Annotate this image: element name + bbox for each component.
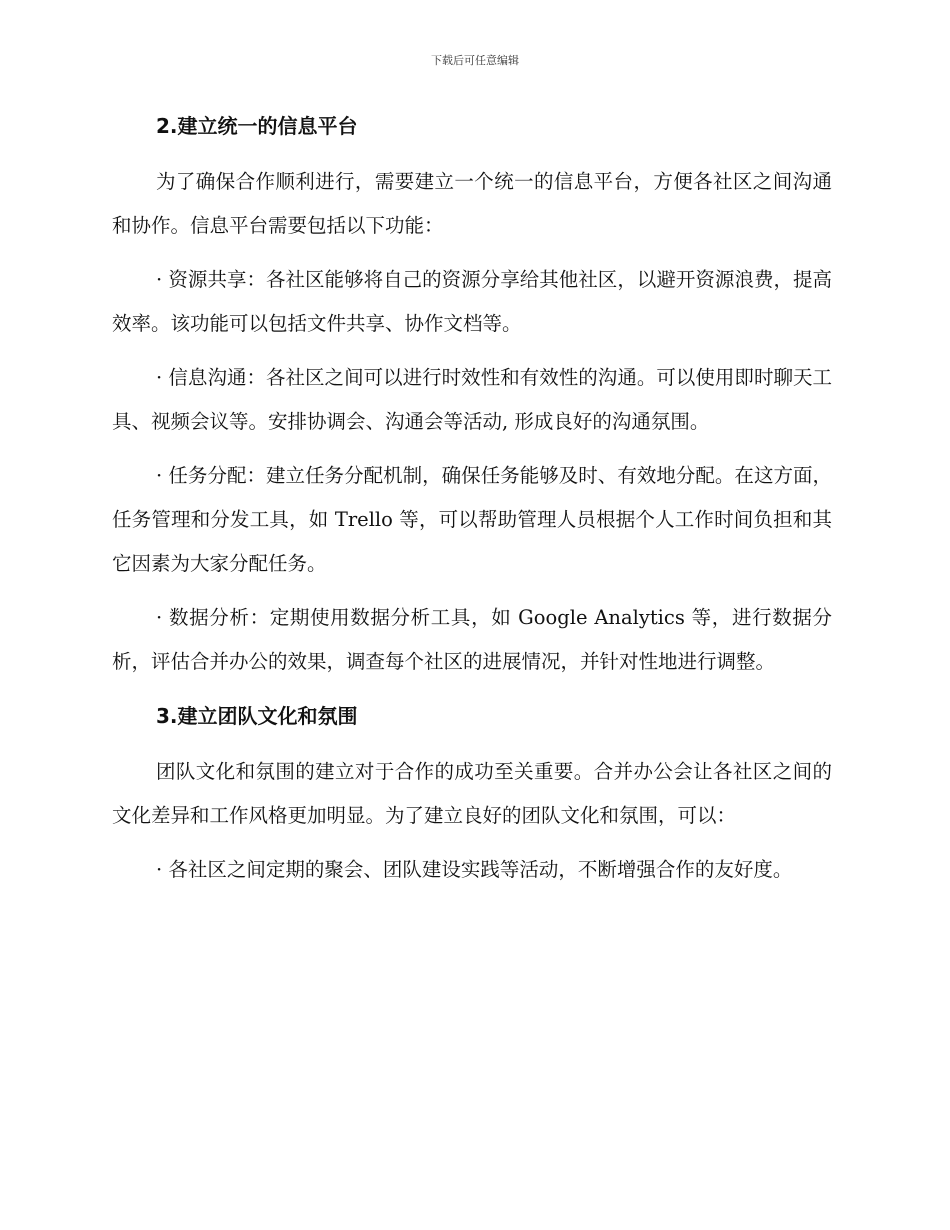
paragraph-resource-sharing: · 资源共享：各社区能够将自己的资源分享给其他社区，以避开资源浪费，提高效率。该功能可以包括文件共享、协作文档等。 [112,268,832,335]
paragraph-info-communication: · 信息沟通：各社区之间可以进行时效性和有效性的沟通。可以使用即时聊天工具、视频会议等。安排协调会、沟通会等活动, 形成良好的沟通氛围。 [112,366,832,433]
paragraph-data-analysis: · 数据分析：定期使用数据分析工具，如 Google Analytics 等，进行数据分析，评估合并办公的效果，调查每个社区的进展情况，并针对性地进行调整。 [112,606,832,673]
paragraph-intro: 为了确保合作顺利进行，需要建立一个统一的信息平台，方便各社区之间沟通和协作。信息平台需要包括以下功能： [112,170,832,237]
paragraph-task-allocation: · 任务分配：建立任务分配机制，确保任务能够及时、有效地分配。在这方面，任务管理和分发工具，如 Trello 等，可以帮助管理人员根据个人工作时间负担和其它因素为大家分配任务。 [112,464,832,575]
paragraph-culture-intro: 团队文化和氛围的建立对于合作的成功至关重要。合并办公会让各社区之间的文化差异和工作风格更加明显。为了建立良好的团队文化和氛围，可以： [112,760,832,827]
section-heading-team-culture: 3.建立团队文化和氛围 [156,704,358,728]
paragraph-team-activities: · 各社区之间定期的聚会、团队建设实践等活动，不断增强合作的友好度。 [156,858,793,881]
document-body [112,104,832,892]
section-heading-info-platform: 2.建立统一的信息平台 [156,114,358,138]
page-header: 下载后可任意编辑 [431,54,519,67]
